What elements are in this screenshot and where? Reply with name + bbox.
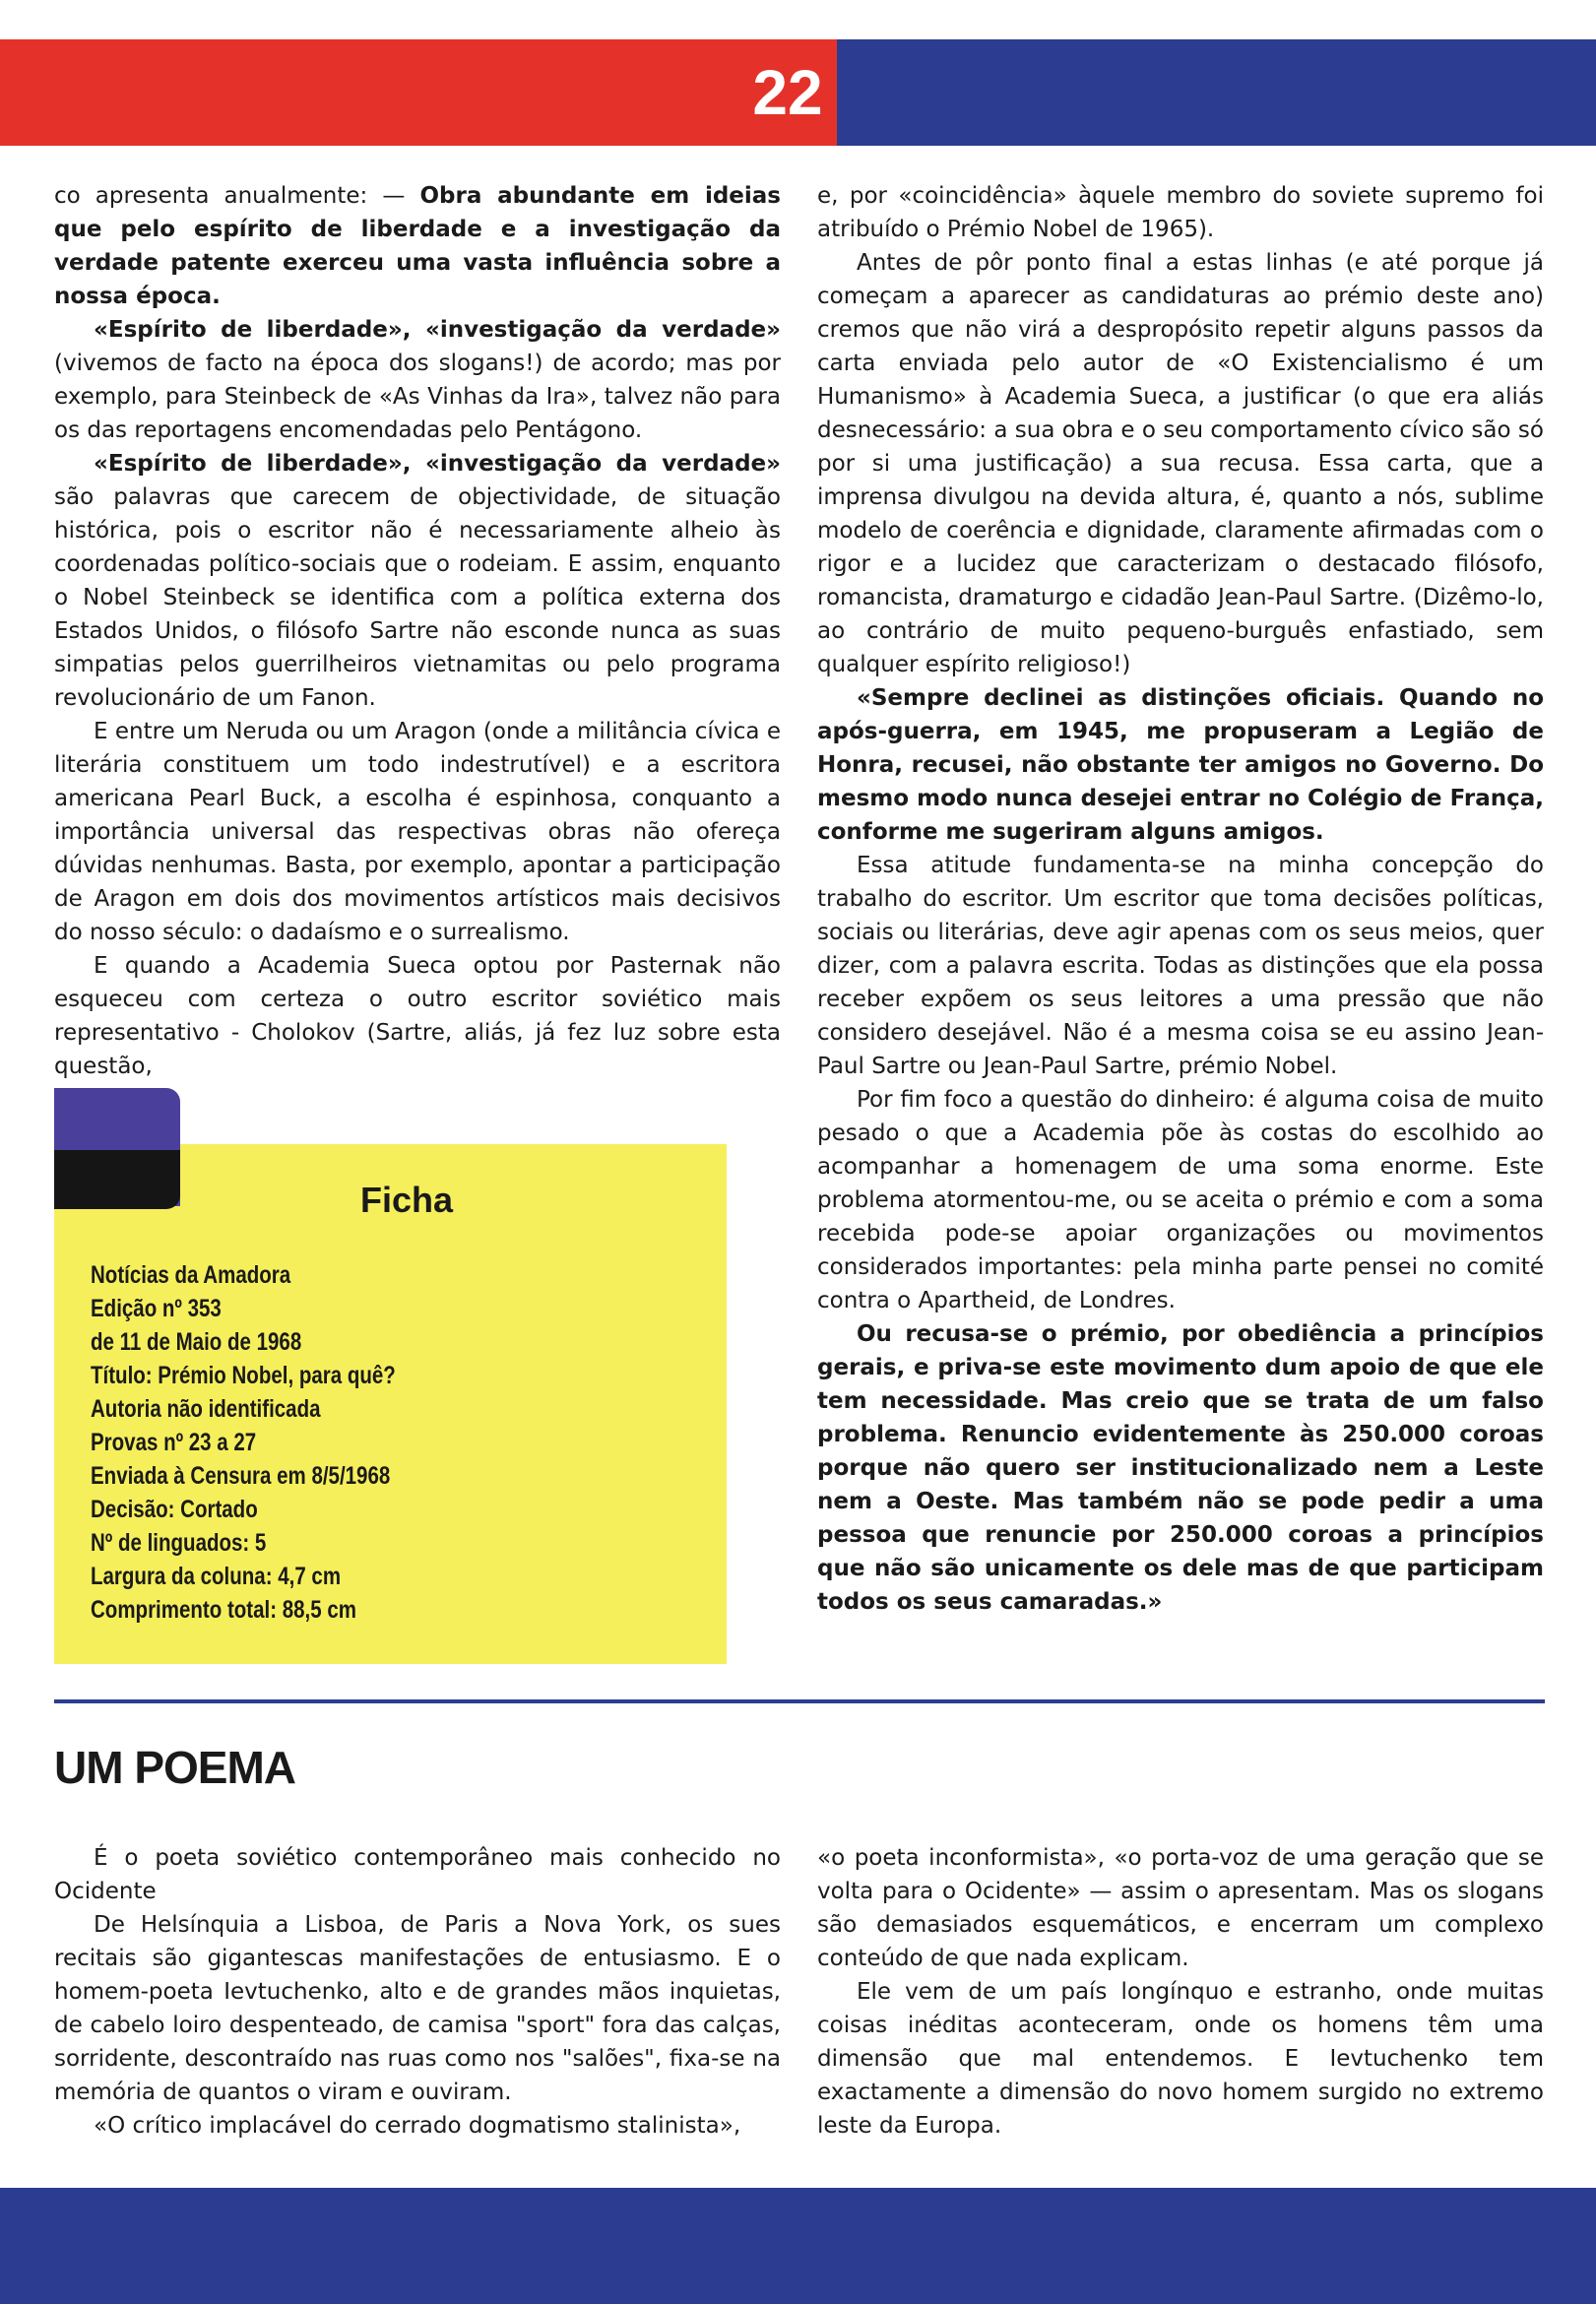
paragraph: É o poeta soviético contemporâneo mais conhecido no Ocidente: [54, 1845, 781, 1904]
bold-quote: «Espírito de liberdade», «investigação da verdade»: [94, 317, 781, 343]
article-column-right: [817, 179, 1544, 1619]
bold-quote: «Espírito de liberdade», «investigação da verdade»: [94, 451, 781, 477]
poema-column-left: [54, 1841, 781, 2143]
ficha-line: Nº de linguados: 5: [91, 1529, 267, 1557]
paragraph: Antes de pôr ponto final a estas linhas (e até porque já começam a aparecer as candidaturas ao prémio deste ano) cremos que não virá a despropósito repetir alguns passos da carta enviada pelo autor de «O Existencialismo é um Humanismo» à Academia Sueca, a justificar (o que era aliás desnecessário: a sua obra e o seu comportamento cívico são só por si uma justificação) a sua recusa. Essa carta, que a imprensa divulgou na devida altura, é, quanto a nós, sublime modelo de coerência e dignidade, claramente afirmadas com o rigor e a lucidez que caracterizam o destacado filósofo, romancista, dramaturgo e cidadão Jean-Paul Sartre. (Dizêmo-lo, ao contrário de muito pequeno-burguês enfastiado, sem qualquer espírito religioso!): [817, 250, 1544, 677]
section-divider: [54, 1699, 1545, 1703]
quote-paragraph: «Sempre declinei as distinções oficiais. Quando no após-guerra, em 1945, me propuseram a Legião de Honra, recusei, não obstante ter amigos no Governo. Do mesmo modo nunca desejei entrar no Colégio de França, conforme me sugeriram alguns amigos.: [817, 685, 1544, 845]
ficha-line: Autoria não identificada: [91, 1395, 321, 1423]
quote-paragraph: Ou recusa-se o prémio, por obediência a princípios gerais, e priva-se este movimento dum apoio de que ele tem necessidade. Mas creio que se trata de um falso problema. Renuncio evidentemente às 250.000 coroas porque não quero ser institucionalizado nem a Leste nem a Oeste. Mas também não se pode pedir a uma pessoa que renuncie por 250.000 coroas a princípios que não são unicamente os dele mas de que participam todos os seus camaradas.»: [817, 1321, 1544, 1615]
ficha-line: de 11 de Maio de 1968: [91, 1328, 302, 1356]
paragraph: «O crítico implacável do cerrado dogmatismo stalinista»,: [94, 2113, 741, 2139]
paragraph: Por fim foco a questão do dinheiro: é alguma coisa de muito pesado o que a Academia põe às costas do escolhido ao acompanhar a homenagem de uma soma enorme. Este problema atormentou-me, ou se aceita o prémio e com a soma recebida pode-se apoiar organizações ou movimentos considerados importantes: pela minha parte pensei no comité contra o Apartheid, de Londres.: [817, 1087, 1544, 1313]
ficha-line: Edição nº 353: [91, 1295, 222, 1322]
ficha-line: Largura da coluna: 4,7 cm: [91, 1563, 342, 1590]
paragraph: E quando a Academia Sueca optou por Pasternak não esqueceu com certeza o outro escritor soviético mais representativo - Cholokov (Sartre, aliás, já fez luz sobre esta questão,: [54, 953, 781, 1079]
section-title: UM POEMA: [54, 1742, 295, 1793]
header-bar-blue: [837, 39, 1596, 146]
ficha-tab-shadow: [54, 1150, 180, 1209]
paragraph: De Helsínquia a Lisboa, de Paris a Nova York, os sues recitais são gigantescas manifestações de entusiasmo. E o homem-poeta Ievtuchenko, alto e de grandes mãos inquietas, de cabelo loiro despenteado, de camisa "sport" fora das calças, sorridente, descontraído nas ruas como nos "salões", fixa-se na memória de quantos o viram e ouviram.: [54, 1912, 781, 2105]
ficha-line: Enviada à Censura em 8/5/1968: [91, 1462, 391, 1490]
paragraph: E entre um Neruda ou um Aragon (onde a militância cívica e literária constituem um todo indestrutível) e a escritora americana Pearl Buck, a escolha é espinhosa, conquanto a importância universal das respectivas obras não ofereça dúvidas nenhumas. Basta, por exemplo, apontar a participação de Aragon em dois dos movimentos artísticos mais decisivos do nosso século: o dadaísmo e o surrealismo.: [54, 719, 781, 945]
paragraph: «Espírito de liberdade», «investigação da verdade» são palavras que carecem de objectividade, de situação histórica, pois o escritor não é necessariamente alheio às coordenadas político-sociais que o rodeiam. E assim, enquanto o Nobel Steinbeck se identifica com a política externa dos Estados Unidos, o filósofo Sartre não esconde nunca as suas simpatias pelos guerrilheiros vietnamitas ou pelo programa revolucionário de um Fanon.: [54, 451, 781, 711]
paragraph: Ele vem de um país longínquo e estranho, onde muitas coisas inéditas aconteceram, onde os homens têm uma dimensão que mal entendemos. E Ievtuchenko tem exactamente a dimensão do novo homem surgido no extremo leste da Europa.: [817, 1979, 1544, 2139]
poema-column-right: [817, 1841, 1544, 2143]
page-number: 22: [752, 57, 823, 128]
header-bar-red: [0, 39, 837, 146]
ficha-list: [91, 1258, 396, 1627]
footer-bar: [0, 2188, 1596, 2304]
bold-quote: Obra abundante em ideias que pelo espírito de liberdade e a investigação da verdade patente exerceu uma vasta influência sobre a nossa época.: [54, 183, 781, 309]
ficha-line: Comprimento total: 88,5 cm: [91, 1596, 356, 1624]
ficha-line: Provas nº 23 a 27: [91, 1429, 257, 1456]
paragraph: «Espírito de liberdade», «investigação da verdade» (vivemos de facto na época dos slogans!) de acordo; mas por exemplo, para Steinbeck de «As Vinhas da Ira», talvez não para os das reportagens encomendadas pelo Pentágono.: [54, 317, 781, 443]
ficha-line: Título: Prémio Nobel, para quê?: [91, 1362, 396, 1389]
paragraph: e, por «coincidência» àquele membro do soviete supremo foi atribuído o Prémio Nobel de 1965).: [817, 183, 1544, 242]
paragraph: co apresenta anualmente: — Obra abundante em ideias que pelo espírito de liberdade e a investigação da verdade patente exerceu uma vasta influência sobre a nossa época.: [54, 183, 781, 309]
ficha-line: Notícias da Amadora: [91, 1261, 291, 1289]
article-column-left: [54, 179, 781, 1083]
paragraph: Essa atitude fundamenta-se na minha concepção do trabalho do escritor. Um escritor que toma decisões políticas, sociais ou literárias, deve agir apenas com os seus meios, quer dizer, com a palavra escrita. Todas as distinções que ela possa receber expõem os seus leitores a uma pressão que não considero desejável. Não é a mesma coisa se eu assino Jean-Paul Sartre ou Jean-Paul Sartre, prémio Nobel.: [817, 853, 1544, 1079]
ficha-line: Decisão: Cortado: [91, 1496, 258, 1523]
ficha-title: Ficha: [360, 1180, 454, 1220]
paragraph: «o poeta inconformista», «o porta-voz de uma geração que se volta para o Ocidente» — assim o apresentam. Mas os slogans são demasiados esquemáticos, e encerram um complexo conteúdo de que nada explicam.: [817, 1845, 1544, 1971]
